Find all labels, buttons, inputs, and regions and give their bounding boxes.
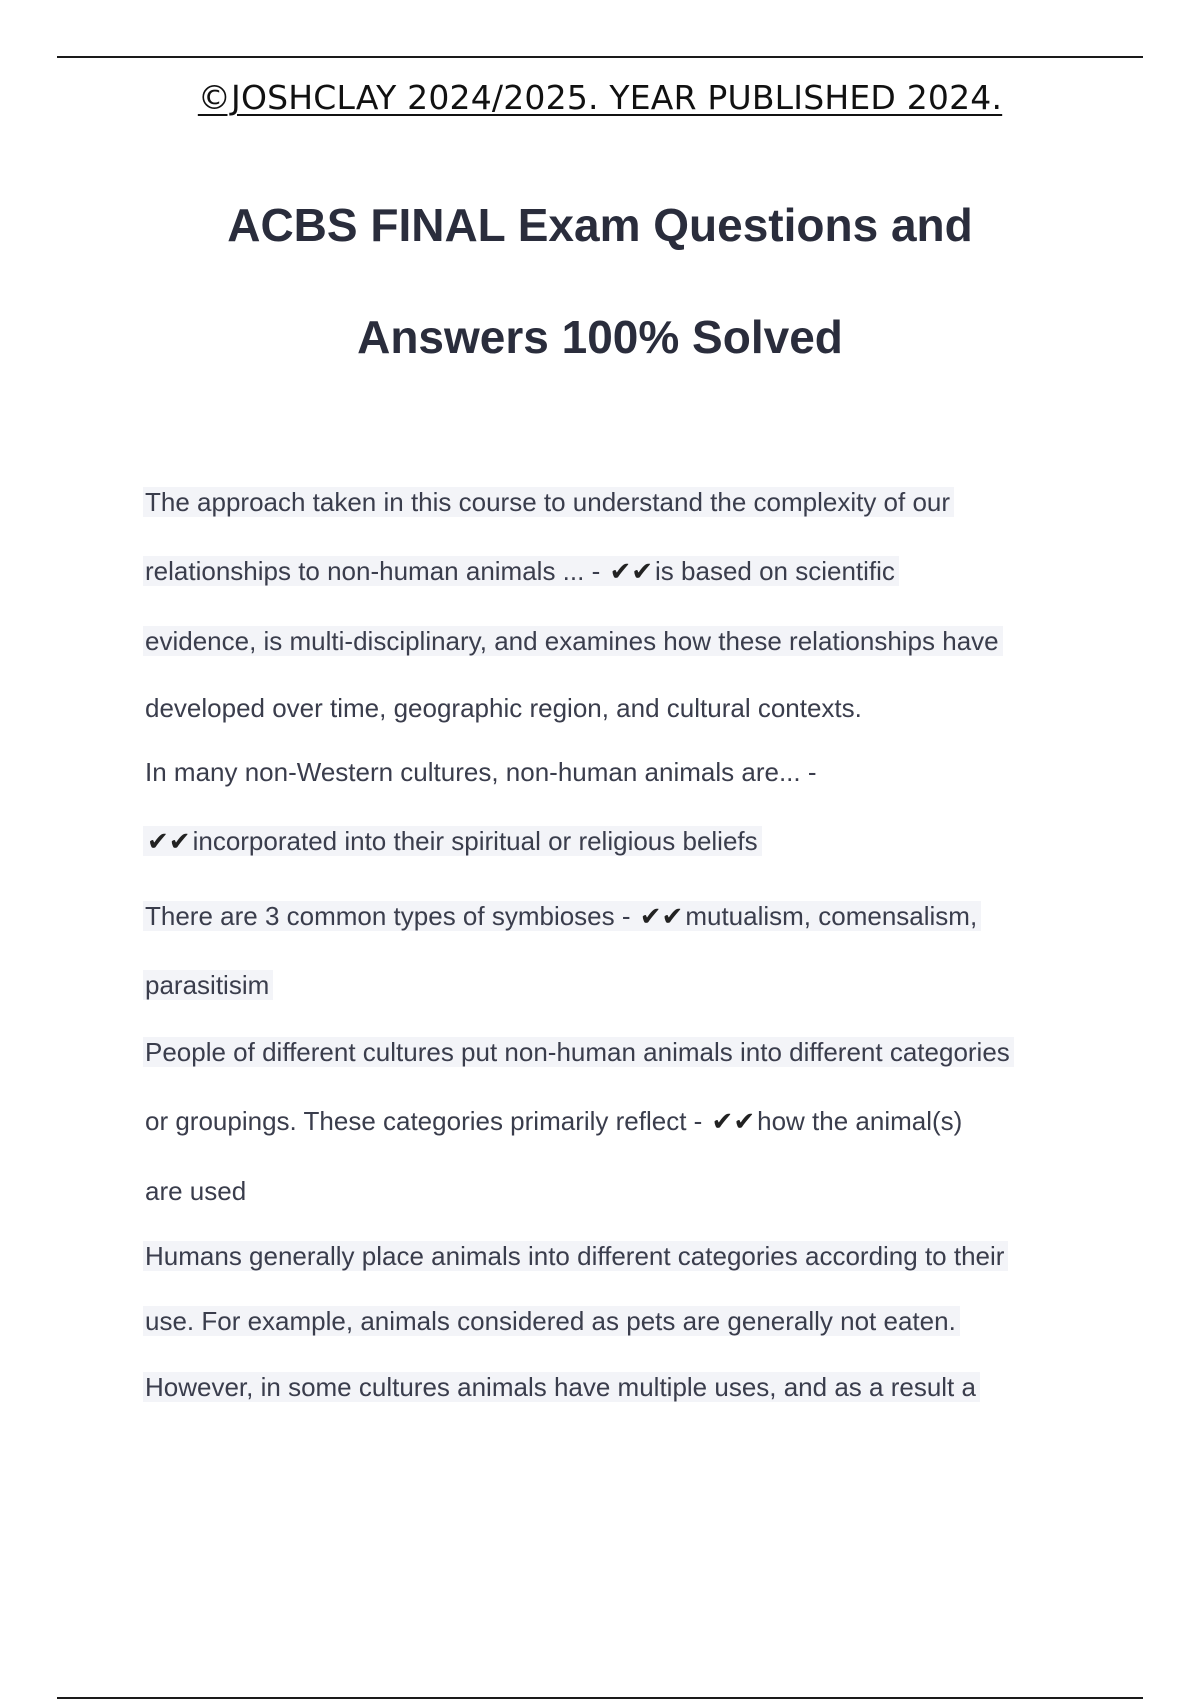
q3-line-1-segment: [143, 901, 981, 931]
q4-line-1: [145, 1033, 1014, 1071]
q5-question-text-1: Humans generally place animals into different categories according to their: [143, 1241, 1008, 1271]
q4-line-3: [145, 1172, 246, 1210]
copyright-text: ©JOSHCLAY 2024/2025. YEAR PUBLISHED 2024.: [197, 78, 1003, 117]
q1-answer-text-1: is based on scientific: [655, 556, 895, 586]
q4-question-text-1: People of different cultures put non-human animals into different categories: [143, 1037, 1014, 1067]
q3-answer-text-1: mutualism, comensalism,: [685, 901, 978, 931]
q2-line-1: [145, 753, 817, 791]
document-title-line-2: Answers 100% Solved: [357, 311, 843, 363]
q1-answer-text-2: evidence, is multi-disciplinary, and examines how these relationships have: [143, 626, 1003, 656]
q3-answer-text-2: parasitisim: [143, 970, 273, 1000]
q4-answer-text-2: are used: [145, 1176, 247, 1206]
q1-line-4: [145, 689, 862, 727]
double-check-icon: ✔✔: [711, 1107, 756, 1137]
double-check-icon: ✔✔: [609, 557, 654, 587]
q1-line-3: [145, 622, 1003, 660]
q3-question-text: There are 3 common types of symbioses -: [145, 901, 638, 931]
q1-question-text-2: relationships to non-human animals ... -: [145, 556, 608, 586]
q1-question-text-1: The approach taken in this course to understand the complexity of our: [143, 487, 954, 517]
double-check-icon: ✔✔: [639, 902, 684, 932]
q5-line-3: [145, 1368, 980, 1406]
q1-line-2: [145, 552, 899, 590]
q1-line-1: [145, 483, 954, 521]
q3-line-1: [145, 897, 981, 935]
q2-answer-text: incorporated into their spiritual or religious beliefs: [192, 826, 758, 856]
q1-line-2-segment: [143, 556, 899, 586]
q3-line-2: [145, 966, 273, 1004]
q5-line-2: [145, 1302, 960, 1340]
q2-line-2: [145, 822, 762, 860]
q4-question-text-2: or groupings. These categories primarily reflect -: [145, 1106, 710, 1136]
bottom-rule: [57, 1697, 1143, 1699]
q5-question-text-3: However, in some cultures animals have multiple uses, and as a result a: [143, 1372, 980, 1402]
q2-line-2-segment: [143, 826, 762, 856]
q5-line-1: [145, 1237, 1008, 1275]
q4-line-2: [145, 1102, 962, 1140]
q5-question-text-2: use. For example, animals considered as pets are generally not eaten.: [143, 1306, 960, 1336]
copyright-header: [0, 78, 1200, 117]
q4-answer-text-1: how the animal(s): [757, 1106, 963, 1136]
double-check-icon: ✔✔: [147, 827, 191, 857]
q2-question-text: In many non-Western cultures, non-human animals are... -: [145, 757, 817, 787]
q1-answer-text-3: developed over time, geographic region, and cultural contexts.: [145, 693, 862, 723]
document-title-line-1: ACBS FINAL Exam Questions and: [227, 199, 973, 251]
top-rule: [57, 56, 1143, 58]
